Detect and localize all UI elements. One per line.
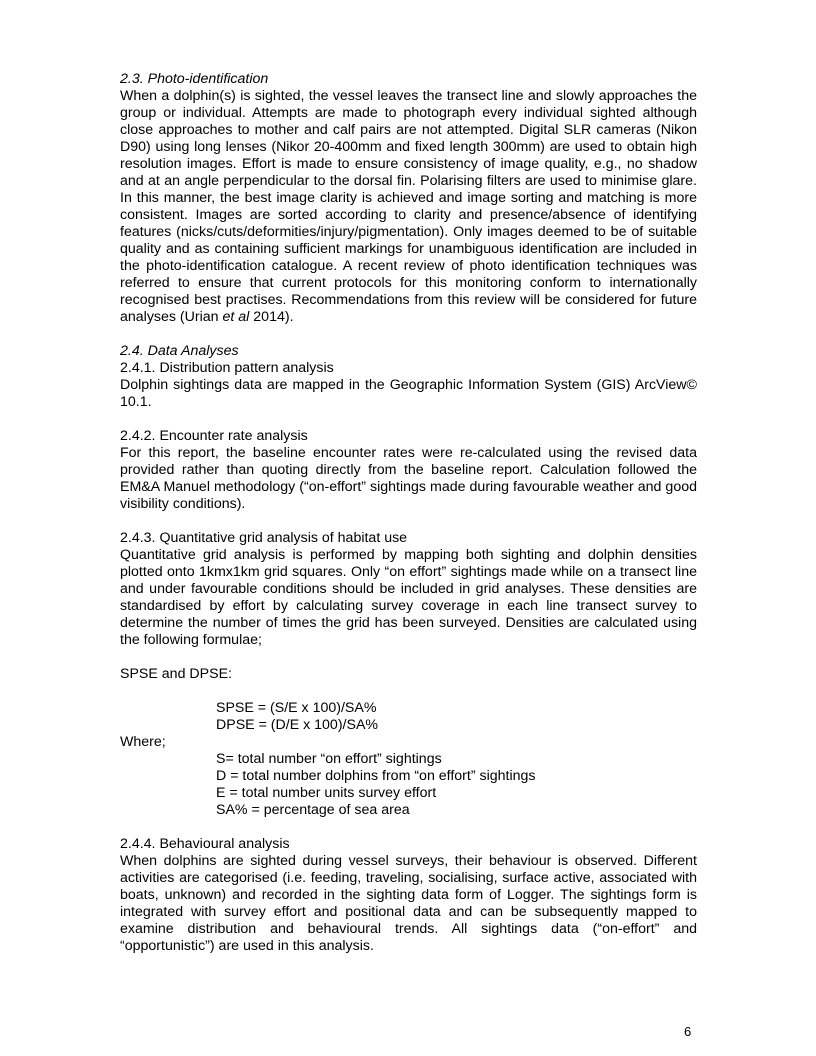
section-heading-photo-identification: 2.3. Photo-identification <box>120 71 269 87</box>
paragraph-encounter-rate: For this report, the baseline encounter rates were re-calculated using the revised data provided rather than quoting directly from the baseline report. Calculation followed the EM&A Manuel methodology (“on-effort” sightings made during favourable weather and good visibility conditions). <box>120 445 697 512</box>
paragraph-distribution: Dolphin sightings data are mapped in the Geographic Information System (GIS) ArcView© 10.1. <box>120 377 697 410</box>
section-heading-data-analyses: 2.4. Data Analyses <box>120 343 239 359</box>
formula-dpse: DPSE = (D/E x 100)/SA% <box>216 717 379 733</box>
page-number: 6 <box>684 1024 692 1039</box>
subsection-title-distribution: 2.4.1. Distribution pattern analysis <box>120 360 334 376</box>
subsection-title-behavioural: 2.4.4. Behavioural analysis <box>120 836 290 852</box>
formula-spse: SPSE = (S/E x 100)/SA% <box>216 700 377 716</box>
paragraph-text-end: 2014). <box>249 309 294 325</box>
paragraph-behavioural: When dolphins are sighted during vessel surveys, their behaviour is observed. Different activities are categorised (i.e. feeding, traveling, socialising, surface active, associated with boats, unknown) and recorded in the sighting data form of Logger. The sightings form is integrated with survey effort and positional data and can be subsequently mapped to examine distribution and behavioural trends. All sightings data (“on-effort” and “opportunistic”) are used in this analysis. <box>120 853 697 954</box>
where-label: Where; <box>120 734 166 750</box>
definition-d: D = total number dolphins from “on effort” sightings <box>216 768 536 784</box>
definition-e: E = total number units survey effort <box>216 785 437 801</box>
definition-s: S= total number “on effort” sightings <box>216 751 442 767</box>
document-page <box>120 71 697 955</box>
citation-et-al: et al <box>222 309 250 325</box>
subsection-title-grid-analysis: 2.4.3. Quantitative grid analysis of habitat use <box>120 530 408 546</box>
paragraph-text: When a dolphin(s) is sighted, the vessel leaves the transect line and slowly approaches the group or individual. Attempts are made to photograph every individual sighted although close approaches to mother and calf pairs are not attempted. Digital SLR cameras (Nikon D90) using long lenses (Nikor 20-400mm and fixed length 300mm) are used to obtain high resolution images. Effort is made to ensure consistency of image quality, e.g., no shadow and at an angle perpendicular to the dorsal fin. Polarising filters are used to minimise glare. In this manner, the best image clarity is achieved and image sorting and matching is more consistent. Images are sorted according to clarity and presence/absence of identifying features (nicks/cuts/deformities/injury/pigmentation). Only images deemed to be of suitable quality and as containing sufficient markings for unambiguous identification are included in the photo-identification catalogue. A recent review of photo identification techniques was referred to ensure that current protocols for this monitoring conform to internationally recognised best practises. Recommendations from this review will be considered for future analyses (Urian <box>120 88 697 325</box>
paragraph-photo-identification <box>120 88 697 326</box>
subsection-title-encounter-rate: 2.4.2. Encounter rate analysis <box>120 428 308 444</box>
definition-sa: SA% = percentage of sea area <box>216 802 410 818</box>
formula-label: SPSE and DPSE: <box>120 666 232 682</box>
paragraph-grid-analysis: Quantitative grid analysis is performed by mapping both sighting and dolphin densities plotted onto 1kmx1km grid squares. Only “on effort” sightings made while on a transect line and under favourable conditions should be included in grid analyses. These densities are standardised by effort by calculating survey coverage in each line transect survey to determine the number of times the grid has been surveyed. Densities are calculated using the following formulae; <box>120 547 697 648</box>
